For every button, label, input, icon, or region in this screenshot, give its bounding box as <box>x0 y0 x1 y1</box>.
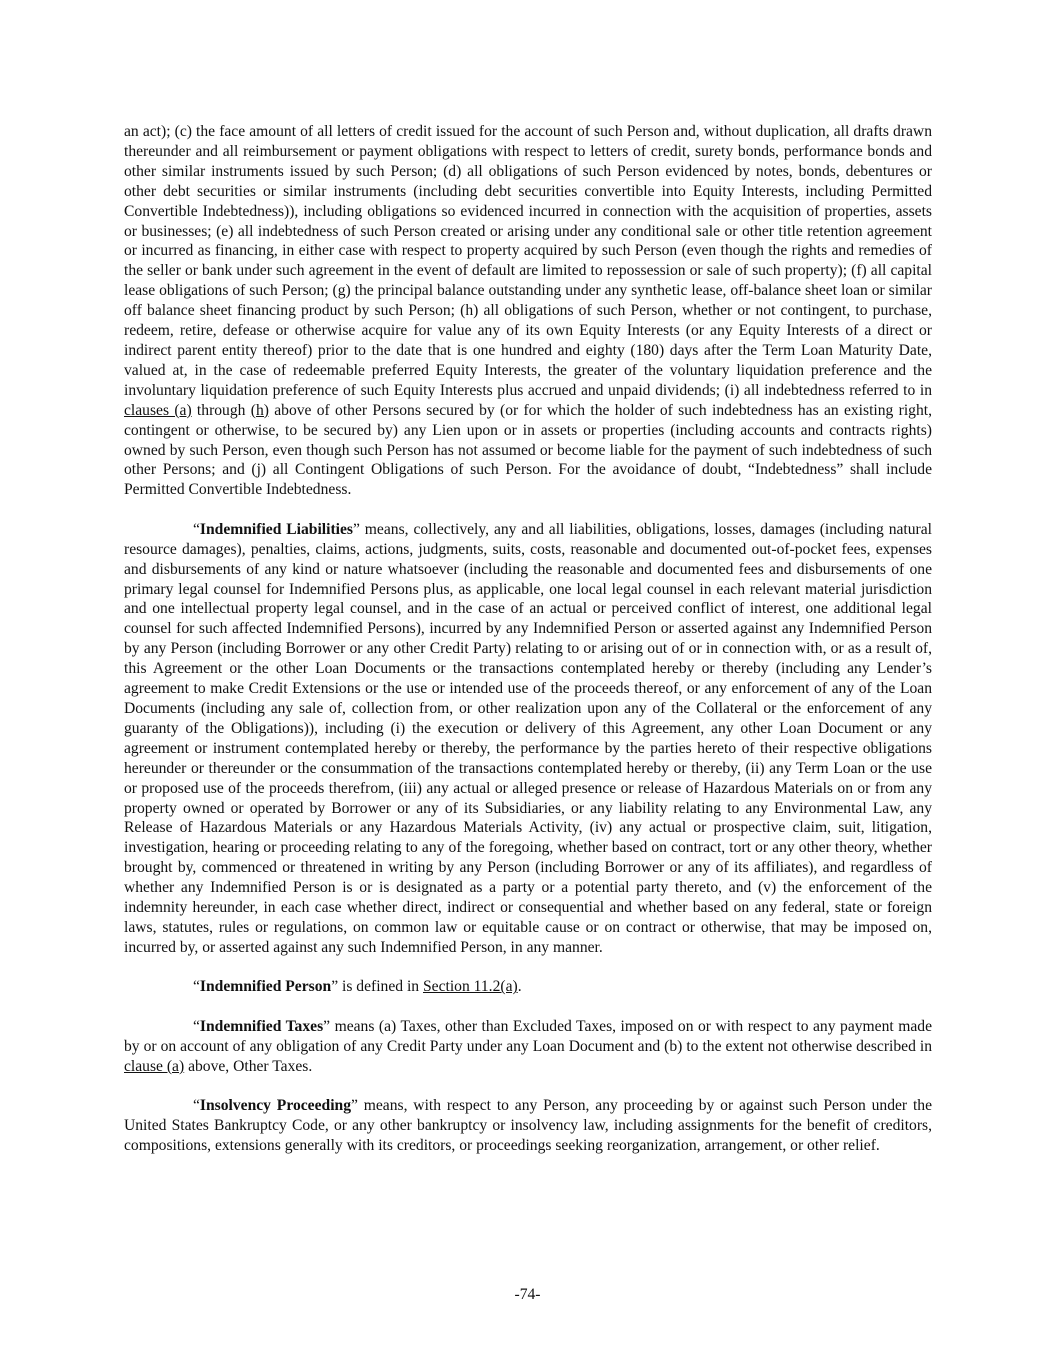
definition-text: ” is defined in <box>331 978 423 996</box>
paragraph-text: above of other Persons secured by (or for which the holder of such indebtedness has an existing right, contingent or otherwise, to be secured by) any Lien upon or in assets or properties (including accounts and contracts rights) owned by such Person, even though such Person has not assumed or become liable for the payment of such indebtedness of such other Persons; and (j) all Contingent Obligations of such Person. For the avoidance of doubt, “Indebtedness” shall include Permitted Convertible Indebtedness. <box>124 401 932 499</box>
defined-term: Indemnified Person <box>199 978 332 996</box>
definition-text-end: . <box>517 978 522 996</box>
paragraph-text: an act); (c) the face amount of all letters of credit issued for the account of such Person and, without duplication, all drafts drawn thereunder and all reimbursement or payment obligations with respect to letters of credit, surety bonds, performance bonds and other similar instruments issued by such Person; (d) all obligations of such Person evidenced by notes, bonds, debentures or other debt securities or similar instruments (including debt securities convertible into Equity Interests, including Permitted Convertible Indebtedness)), including obligations so evidenced incurred in connection with the acquisition of properties, assets or businesses; (e) all indebtedness of such Person created or arising under any conditional sale or other title retention agreement or incurred as financing, in either case with respect to property acquired by such Person (even though the rights and remedies of the seller or bank under such agreement in the event of default are limited to repossession or sale of such property); (f) all capital lease obligations of such Person; (g) the principal balance outstanding under any synthetic lease, off-balance sheet loan or similar off balance sheet financing product by such Person; (h) all obligations of such Person, whether or not contingent, to purchase, redeem, retire, defease or otherwise acquire for value any of its own Equity Interests (or any Equity Interests of a direct or indirect parent entity thereof) prior to the date that is one hundred and eighty (180) days after the Term Loan Maturity Date, valued at, in the case of redeemable preferred Equity Interests, the greater of the voluntary liquidation preference and the involuntary liquidation preference of such Equity Interests plus accrued and unpaid dividends; (i) all indebtedness referred to in <box>124 123 932 399</box>
clause-h-reference: (h) <box>250 401 269 419</box>
definition-indemnified-liabilities <box>124 520 932 958</box>
indebtedness-continuation-paragraph <box>124 122 932 500</box>
definition-indemnified-person <box>124 977 932 997</box>
definition-text: ” means (a) Taxes, other than Excluded Taxes, imposed on or with respect to any payment made by or on account of any obligation of any Credit Party under any Loan Document and (b) to the extent not otherwise described in <box>124 1017 932 1055</box>
definition-text: ” means, with respect to any Person, any proceeding by or against such Person under the United States Bankruptcy Code, or any other bankruptcy or insolvency law, including assignments for the benefit of creditors, compositions, extensions generally with its creditors, or proceedings seeking reorganization, arrangement, or other relief. <box>124 1097 932 1154</box>
open-quote: “ <box>193 520 200 538</box>
document-page <box>124 122 932 1156</box>
open-quote: “ <box>193 978 200 996</box>
defined-term: Insolvency Proceeding <box>199 1097 351 1115</box>
defined-term: Indemnified Taxes <box>199 1017 324 1035</box>
clauses-a-reference: clauses (a) <box>124 401 192 419</box>
open-quote: “ <box>193 1097 200 1115</box>
definition-text-end: above, Other Taxes. <box>184 1057 313 1075</box>
definition-text: ” means, collectively, any and all liabilities, obligations, losses, damages (including natural resource damages), penalties, claims, actions, judgments, suits, costs, reasonable and documented out-of-pocket fees, expenses and disbursements of any kind or nature whatsoever (including the reasonable and documented fees and disbursements of one primary legal counsel for Indemnified Persons plus, as applicable, one local legal counsel in each relevant material jurisdiction and one intellectual property legal counsel, and in the case of an actual or perceived conflict of interest, one additional legal counsel for such affected Indemnified Persons), incurred by any Indemnified Person or asserted against any Indemnified Person by any Person (including Borrower or any other Credit Party) relating to or arising out of or in connection with, or as a result of, this Agreement or the other Loan Documents or the transactions contemplated hereby or thereby (including any Lender’s agreement to make Credit Extensions or the use or intended use of the proceeds thereof, or any enforcement of any of the Loan Documents (including any sale of, collection from, or other realization upon any of the Collateral or the enforcement of any guaranty of the Obligations)), including (i) the execution or delivery of this Agreement, any other Loan Document or any agreement or instrument contemplated hereby or thereby, the performance by the parties hereto of their respective obligations hereunder or thereunder or the consummation of the transactions contemplated hereby or thereby, (ii) any Term Loan or the use or proposed use of the proceeds therefrom, (iii) any actual or alleged presence or release of Hazardous Materials on or from any property owned or operated by Borrower or any of its Subsidiaries, or any liability relating to any Environmental Law, any Release of Hazardous Materials or any Hazardous Materials Activity, (iv) any actual or prospective claim, suit, litigation, investigation, hearing or proceeding relating to any of the foregoing, whether based on contract, tort or any other theory, whether brought by, commenced or threatened in writing by any Person (including Borrower or any of its affiliates), and regardless of whether any Indemnified Person is or is designated as a party or a potential party thereto, and (v) the enforcement of the indemnity hereunder, in each case whether direct, indirect or consequential and whether based on any federal, state or foreign laws, statutes, rules or regulations, on common law or equitable cause or on contract or otherwise, that may be imposed on, incurred by, or asserted against any such Indemnified Person, in any manner. <box>124 520 932 956</box>
page-number: -74- <box>514 1286 541 1303</box>
clause-a-reference: clause (a) <box>124 1057 185 1075</box>
open-quote: “ <box>193 1017 200 1035</box>
definition-indemnified-taxes <box>124 1017 932 1077</box>
definition-insolvency-proceeding <box>124 1096 932 1156</box>
section-reference: Section 11.2(a) <box>423 978 518 996</box>
defined-term: Indemnified Liabilities <box>199 520 353 538</box>
paragraph-text: through <box>191 401 251 419</box>
